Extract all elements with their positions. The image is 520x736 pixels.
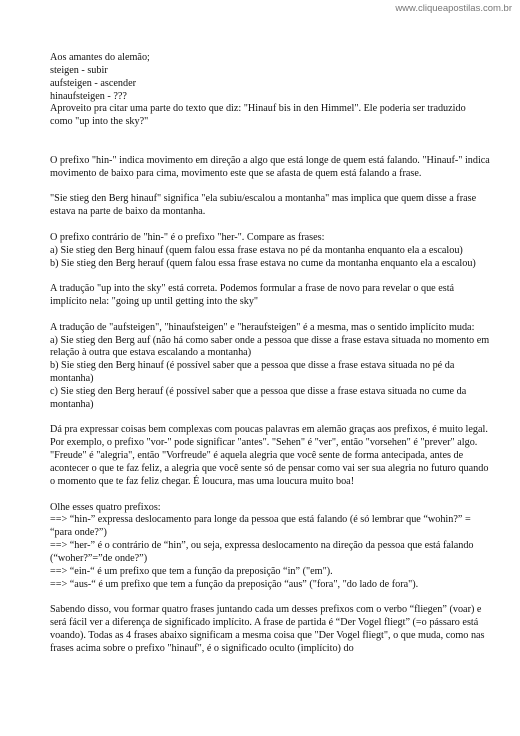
text-line: ==> “aus-“ é um prefixo que tem a função da preposição “aus” ("fora", "do lado de fora"). [50,578,419,590]
text-line: O prefixo contrário de "hin-" é o prefixo "her-". Compare as frases: [50,231,325,243]
paragraph [50,155,490,181]
paragraph [50,424,490,488]
text-line: b) Sie stieg den Berg hinauf (é possível saber que a pessoa que disse a frase estava situada no pé da montanha) [50,360,455,385]
text-line: A tradução de "aufsteigen", "hinaufsteigen" e "heraufsteigen" é a mesma, mas o sentido implícito muda: [50,321,475,333]
paragraph [50,604,490,655]
text-line: O prefixo "hin-" indica movimento em direção a algo que está longe de quem está falando. "Hinauf-" indica movimento de baixo para cima, movimento este que se afasta de quem está falando a frase. [50,154,490,179]
text-line: aufsteigen - ascender [50,77,136,89]
text-line: Sabendo disso, vou formar quatro frases juntando cada um desses prefixos com o verbo “fliegen” (voar) e será fácil ver a diferença de significado implícito. A frase de partida é “Der Vogel fliegt” (=o pássaro está voando). Todas as 4 frases abaixo significam a mesma coisa que "Der Vogel fliegt", o que muda, como nas frases acima sobre o prefixo "hinauf", é o significado oculto (implícito) do [50,604,485,654]
text-line: Dá pra expressar coisas bem complexas com poucas palavras em alemão graças aos prefixos, é muito legal. Por exemplo, o prefixo "vor-" pode significar "antes". "Sehen" é "ver", então "vorsehen" é "prever" algo. "Freude" é "alegria", então "Vorfreude" é aquela alegria que você sente de forma antecipada, antes de acontecer o que te faz feliz, a alegria que você sente só de pensar como vai ser sua alegria no futuro quando o momento que te faz feliz chegar. É loucura, mas uma loucura muito boa! [50,424,489,487]
text-line: "Sie stieg den Berg hinauf" significa "ela subiu/escalou a montanha" mas implica que quem disse a frase estava na parte de baixo da montanha. [50,193,477,218]
text-line: A tradução "up into the sky" está correta. Podemos formular a frase de novo para revelar o que está implícito nela: "going up until getting into the sky" [50,283,455,308]
text-line: a) Sie stieg den Berg auf (não há como saber onde a pessoa que disse a frase estava situada no momento em relação à outra que estava escalando a montanha) [50,334,490,359]
document-body [50,52,490,656]
paragraph [50,502,490,592]
text-line: c) Sie stieg den Berg herauf (é possível saber que a pessoa que disse a frase estava situada no cume da montanha) [50,385,467,410]
text-line: a) Sie stieg den Berg hinauf (quem falou essa frase estava no pé da montanha enquanto ela a escalou) [50,244,463,256]
paragraph [50,232,490,271]
text-line: ==> “ein-“ é um prefixo que tem a função da preposição “in” ("em"). [50,565,333,577]
text-line: ==> “hin-” expressa deslocamento para longe da pessoa que está falando (é só lembrar que “wohin?” = “para onde?”) [50,514,471,539]
paragraph [50,193,490,219]
text-line: Aos amantes do alemão; [50,52,150,63]
text-line: hinaufsteigen - ??? [50,90,127,102]
text-line: steigen - subir [50,64,108,76]
paragraph [50,283,490,309]
text-line: ==> “her-” é o contrário de “hin”, ou seja, expressa deslocamento na direção da pessoa que está falando (“woher?”=”de onde?”) [50,540,474,564]
text-line: Olhe esses quatro prefixos: [50,501,161,513]
paragraph [50,322,490,412]
text-line: b) Sie stieg den Berg herauf (quem falou essa frase estava no cume da montanha enquanto ela a escalou) [50,257,476,269]
text-line: Aproveito pra citar uma parte do texto que diz: "Hinauf bis in den Himmel". Ele poderia ser traduzido como "up into the sky?" [50,103,466,128]
paragraph [50,52,490,129]
site-watermark: www.cliqueapostilas.com.br [395,3,512,14]
